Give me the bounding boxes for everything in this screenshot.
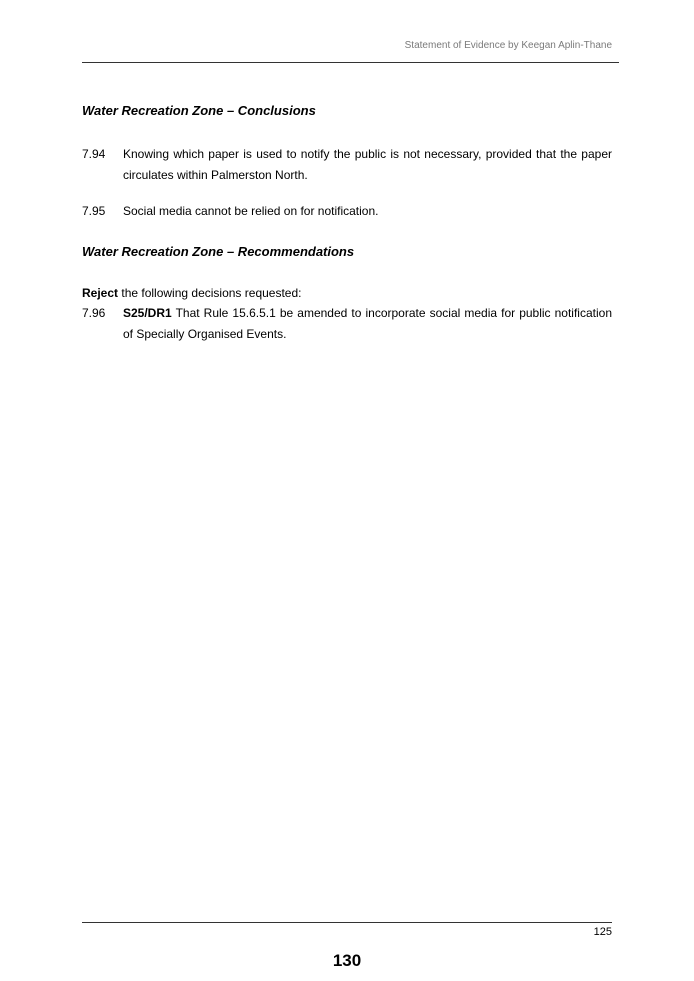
running-header: Statement of Evidence by Keegan Aplin-Thane [404, 40, 612, 51]
recommendation-text: That Rule 15.6.5.1 be amended to incorporate social media for public notification of Specially Organised Events. [123, 306, 612, 341]
paragraph-7-94 [82, 144, 612, 186]
submission-ref: S25/DR1 [123, 306, 172, 320]
paragraph-text: Social media cannot be relied on for notification. [123, 204, 379, 218]
paragraph-text: Knowing which paper is used to notify the public is not necessary, provided that the paper circulates within Palmerston North. [123, 147, 612, 182]
header-rule [82, 62, 619, 63]
reject-lead-text: the following decisions requested: [118, 286, 302, 300]
page-number: 125 [593, 926, 612, 938]
paragraph-text [123, 303, 612, 345]
paragraph-7-95 [82, 201, 612, 222]
section-heading-conclusions: Water Recreation Zone – Conclusions [82, 103, 316, 118]
footer-rule [82, 922, 612, 923]
bundle-page-number: 130 [332, 951, 362, 970]
paragraph-number: 7.94 [82, 147, 106, 161]
paragraph-7-96 [82, 303, 612, 345]
section-heading-recommendations: Water Recreation Zone – Recommendations [82, 244, 355, 259]
paragraph-number: 7.95 [82, 204, 106, 218]
reject-label: Reject [82, 286, 119, 300]
paragraph-number: 7.96 [82, 306, 106, 320]
reject-lead-in [82, 286, 301, 300]
